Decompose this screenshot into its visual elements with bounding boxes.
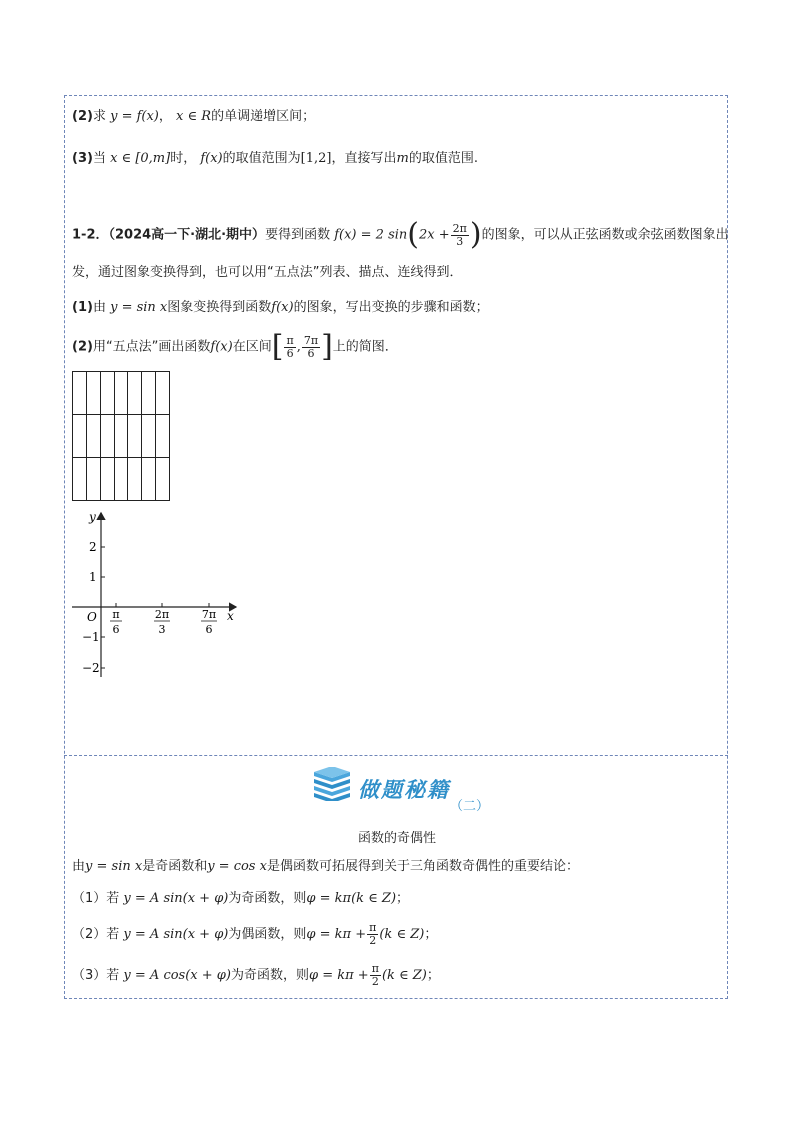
x-axis-label: x xyxy=(227,609,234,623)
y-tick-label: −2 xyxy=(82,661,100,675)
five-point-table xyxy=(72,371,170,501)
section-divider xyxy=(64,755,728,756)
origin-label: O xyxy=(87,610,97,624)
problem-stem-continued: 发，通过图象变换得到，也可以用“五点法”列表、描点、连线得到． xyxy=(72,265,463,280)
question-3-line: (3)当 x ∈ [0,m]时， f(x)的取值范围为[1,2]，直接写出m的取值范围. xyxy=(72,151,478,166)
problem-question-1: (1)由 y = sin x图象变换得到函数f(x)的图象，写出变换的步骤和函数； xyxy=(72,300,489,315)
fraction-pi-6: $\frac{\pi}{6}$ xyxy=(286,333,294,360)
problem-question-2: (2)用“五点法”画出函数f(x)在区间[ $\frac{\pi}{6}$ , $\frac{7\pi}{6}$ ]上的简图． xyxy=(72,329,398,364)
tips-banner-subtitle: （二） xyxy=(450,799,490,814)
function-definition: f(x) = 2 sin xyxy=(334,227,408,243)
x-tick-den: 6 xyxy=(205,623,213,636)
x-tick-den: 3 xyxy=(158,623,166,636)
y-tick-label: −1 xyxy=(82,630,100,644)
y-axis-label: y xyxy=(89,510,96,524)
section-heading: 函数的奇偶性 xyxy=(357,831,436,846)
tips-item-3: （3）若 y = A cos(x + φ)为奇函数，则φ = kπ + $\frac{\pi}{2}$ (k ∈ Z)； xyxy=(72,962,440,988)
tips-item-1: （1）若 y = A sin(x + φ)为奇函数，则φ = kπ(k ∈ Z)； xyxy=(72,891,410,906)
y-tick-label: 1 xyxy=(89,570,97,584)
tips-intro: 由y = sin x是奇函数和y = cos x是偶函数可拓展得到关于三角函数奇偶性的重要结论： xyxy=(72,859,579,874)
fraction-2pi-3: $\frac{2\pi}{3}$ xyxy=(452,221,467,248)
problem-id: 1-2． xyxy=(72,227,109,243)
problem-source: （2024高一下·湖北·期中） xyxy=(108,227,266,243)
coordinate-axes xyxy=(70,505,250,685)
table-row xyxy=(73,458,170,501)
x-tick-den: 6 xyxy=(112,623,120,636)
tips-item-2: （2）若 y = A sin(x + φ)为偶函数，则φ = kπ + $\frac{\pi}{2}$ (k ∈ Z)； xyxy=(72,921,438,947)
fraction-7pi-6: $\frac{7\pi}{6}$ xyxy=(303,333,319,360)
x-tick-num: 2π xyxy=(154,608,170,621)
y-tick-label: 2 xyxy=(89,540,97,554)
fraction-pi-2: $\frac{\pi}{2}$ xyxy=(371,962,379,988)
question-2-line: (2)求 y = f(x)， x ∈ R的单调递增区间； xyxy=(72,109,316,124)
problem-1-2-stem: 1-2．（2024高一下·湖北·期中）要得到函数 f(x) = 2 sin(2x + $\frac{2\pi}{3}$ )的图象，可以从正弦函数或余弦函数图象出 xyxy=(72,217,729,252)
x-tick-num: π xyxy=(112,608,120,621)
books-icon xyxy=(312,767,352,801)
fraction-pi-2: $\frac{\pi}{2}$ xyxy=(369,921,377,947)
tips-banner-title: 做题秘籍 xyxy=(358,777,450,802)
table-row xyxy=(73,415,170,458)
x-tick-num: 7π xyxy=(201,608,217,621)
table-row xyxy=(73,372,170,415)
